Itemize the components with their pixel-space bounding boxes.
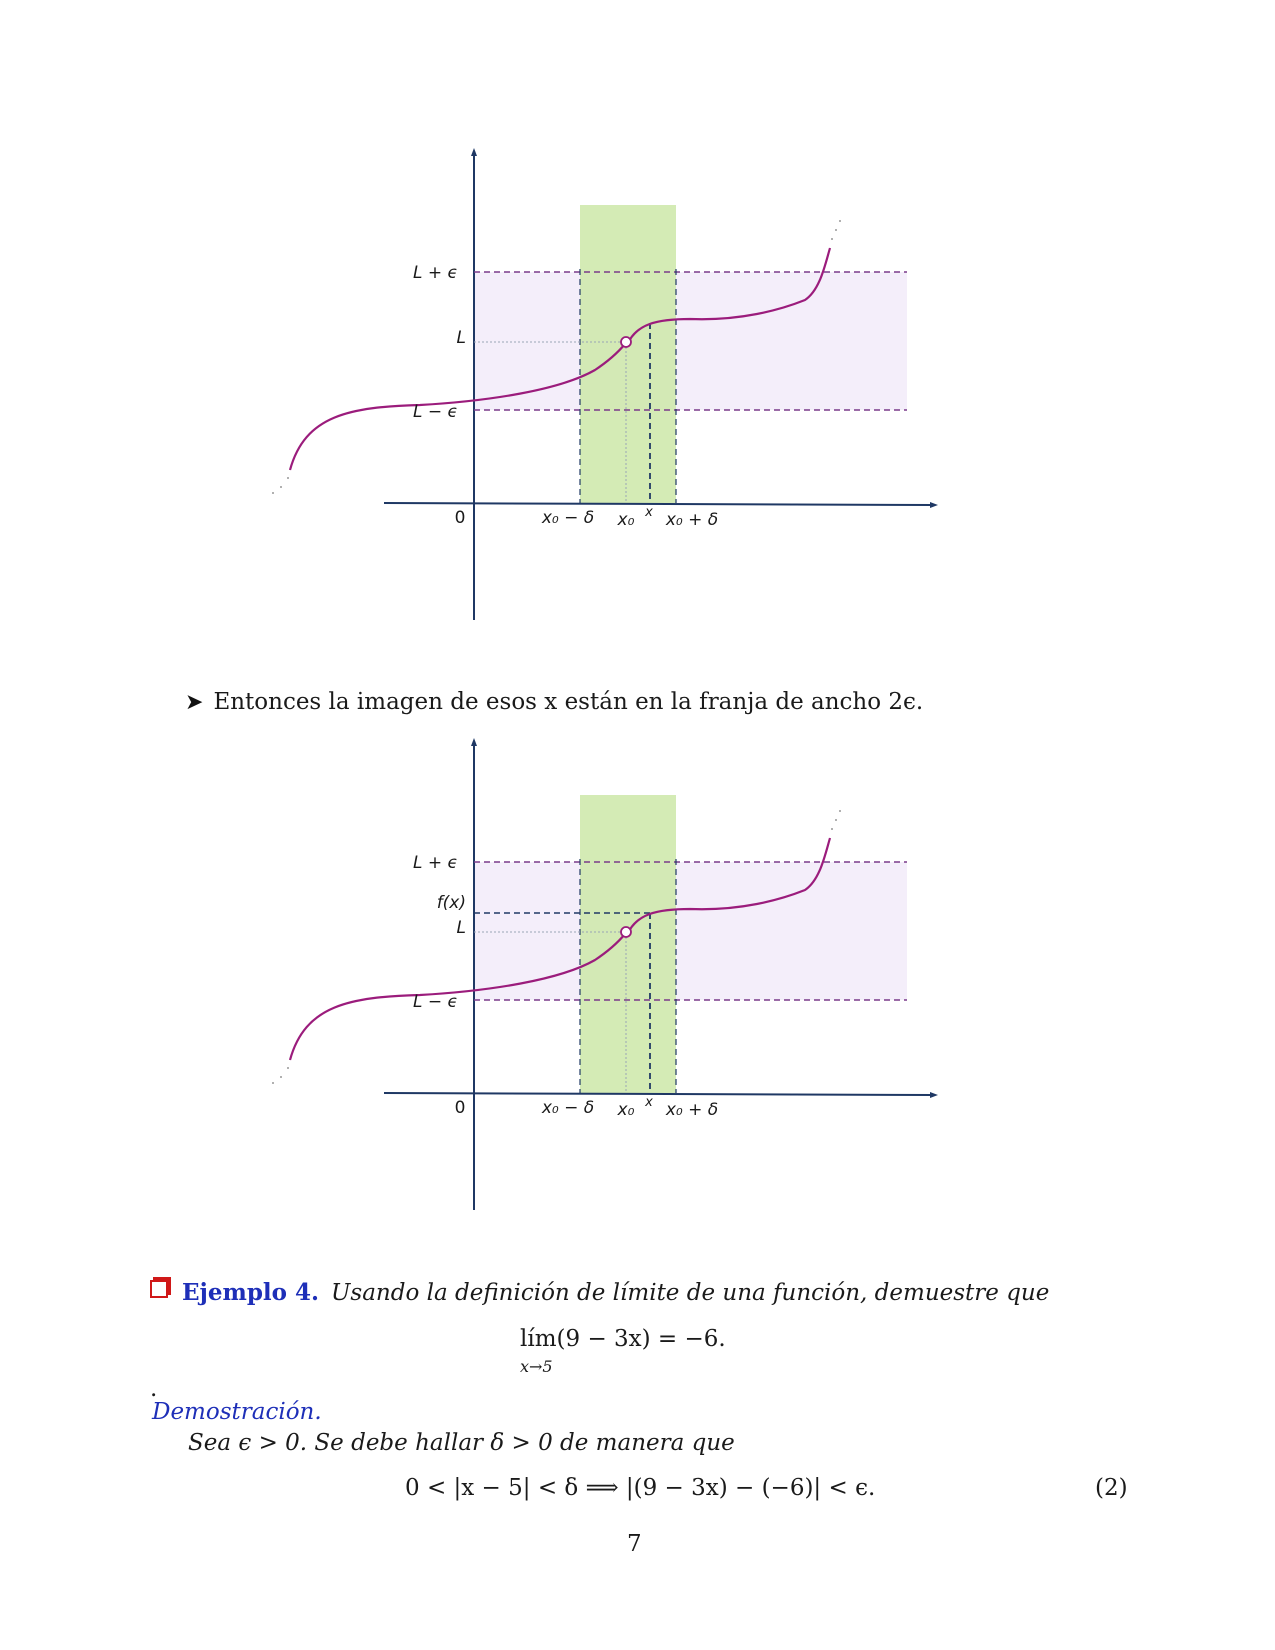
label-zero: 0 xyxy=(454,508,466,528)
arrow-bullet-icon: ➤ xyxy=(185,690,204,715)
label-x0-plus-delta: x₀ + δ xyxy=(665,510,719,530)
dots-left-3 xyxy=(272,492,274,494)
dots-left-1 xyxy=(287,477,289,479)
green-delta-band xyxy=(580,205,676,503)
x-axis xyxy=(384,503,932,505)
label-x: x xyxy=(645,1095,653,1110)
label-l-minus-eps: L − ϵ xyxy=(413,402,458,422)
x-axis xyxy=(384,1093,932,1095)
label-x0-minus-delta: x₀ − δ xyxy=(541,1098,595,1118)
proof-intro: Sea ϵ > 0. Se debe hallar δ > 0 de manera que xyxy=(188,1430,735,1456)
dots-right-3 xyxy=(839,220,841,222)
label-l-plus-eps: L + ϵ xyxy=(413,263,458,283)
label-zero: 0 xyxy=(454,1098,466,1118)
limit-expression: lím(9 − 3x) = −6. xyxy=(520,1326,726,1352)
dots-left-1 xyxy=(287,1067,289,1069)
figure-1-svg xyxy=(260,145,980,645)
limit-subscript: x→5 xyxy=(520,1357,553,1376)
limit-equation xyxy=(520,1325,726,1376)
dots-right-1 xyxy=(831,238,833,240)
equation-2-number: (2) xyxy=(1095,1475,1128,1501)
bullet-paragraph xyxy=(185,688,923,717)
dots-left-2 xyxy=(280,486,282,488)
label-l: L xyxy=(456,918,466,938)
figure-limit-delta-band xyxy=(260,145,980,645)
label-l-minus-eps: L − ϵ xyxy=(413,992,458,1012)
label-x0: x₀ xyxy=(617,1100,635,1120)
label-l: L xyxy=(456,328,466,348)
x-axis-arrowhead xyxy=(930,502,938,508)
hole-point xyxy=(621,927,631,937)
red-square-marker-icon xyxy=(150,1280,168,1298)
example-heading: Ejemplo 4. xyxy=(182,1279,320,1306)
dots-left-2 xyxy=(280,1076,282,1078)
dots-right-1 xyxy=(831,828,833,830)
label-x0-minus-delta: x₀ − δ xyxy=(541,508,595,528)
label-l-plus-eps: L + ϵ xyxy=(413,853,458,873)
y-axis-arrowhead xyxy=(471,738,477,746)
hole-point xyxy=(621,337,631,347)
dots-left-3 xyxy=(272,1082,274,1084)
dots-right-3 xyxy=(839,810,841,812)
stray-dot: . xyxy=(150,1376,158,1402)
proof-title: Demostración. xyxy=(152,1399,322,1425)
x-axis-arrowhead xyxy=(930,1092,938,1098)
equation-2: 0 < |x − 5| < δ ⟹ |(9 − 3x) − (−6)| < ϵ. xyxy=(405,1475,876,1501)
label-fx: f(x) xyxy=(436,893,466,913)
figure-2-svg xyxy=(260,735,980,1235)
label-x: x xyxy=(645,505,653,520)
example-heading-line xyxy=(150,1279,1049,1307)
dots-right-2 xyxy=(835,819,837,821)
example-statement: Usando la definición de límite de una función, demuestre que xyxy=(331,1280,1050,1306)
y-axis-arrowhead xyxy=(471,148,477,156)
dots-right-2 xyxy=(835,229,837,231)
green-delta-band xyxy=(580,795,676,1093)
bullet-text: Entonces la imagen de esos x están en la franja de ancho 2ϵ. xyxy=(213,689,924,715)
figure-limit-fx-band xyxy=(260,735,980,1235)
page-number: 7 xyxy=(627,1531,642,1557)
label-x0-plus-delta: x₀ + δ xyxy=(665,1100,719,1120)
label-x0: x₀ xyxy=(617,510,635,530)
